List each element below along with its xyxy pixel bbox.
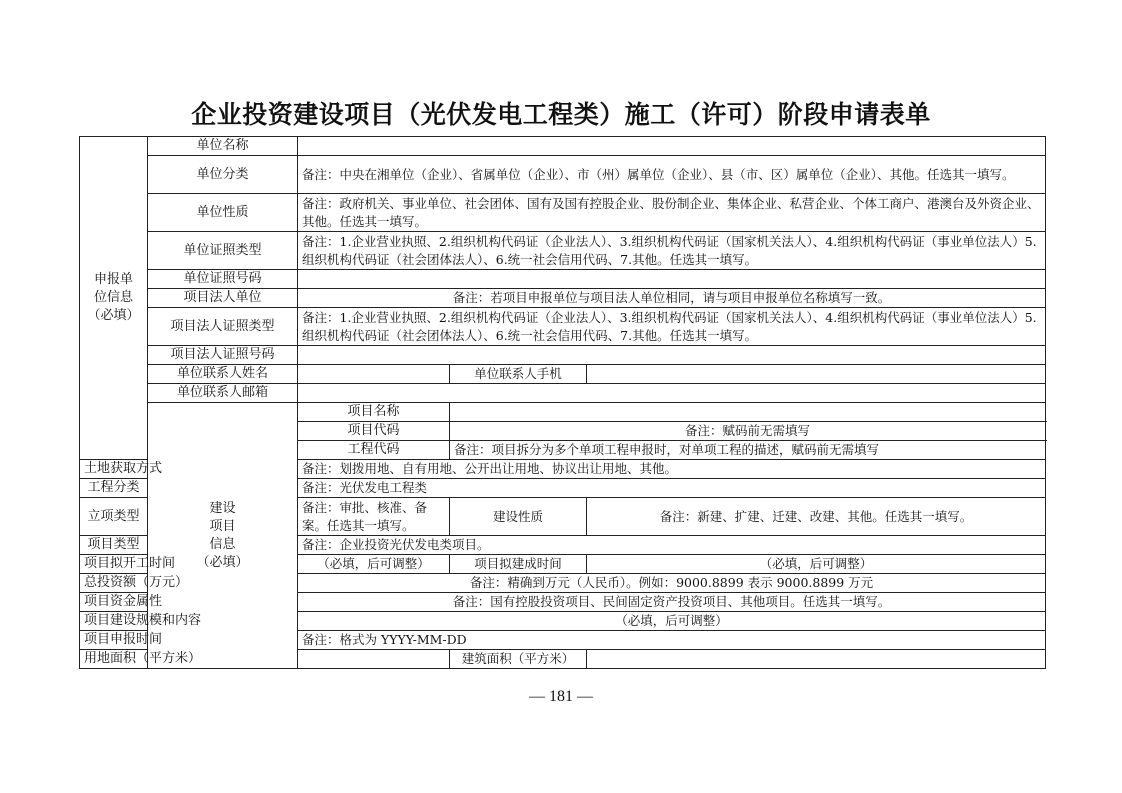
land-method-label: 土地获取方式	[80, 460, 148, 479]
start-time-input[interactable]: （必填，后可调整）	[298, 555, 450, 574]
eng-category-label: 工程分类	[80, 479, 148, 498]
contact-phone-input[interactable]	[587, 365, 1046, 384]
legal-cert-no-input[interactable]	[298, 346, 1046, 365]
table-row	[80, 403, 1046, 422]
scale-input[interactable]: （必填，后可调整）	[298, 612, 1046, 631]
contact-name-input[interactable]	[298, 365, 450, 384]
table-row	[80, 289, 1046, 308]
project-code-label: 项目代码	[298, 422, 450, 441]
total-invest-input[interactable]: 备注：精确到万元（人民币）。例如：9000.8899 表示 9000.8899 万元	[298, 574, 1046, 593]
section-applicant-label	[80, 137, 148, 460]
cert-no-label: 单位证照号码	[148, 270, 298, 289]
table-row	[80, 137, 1046, 156]
table-row	[80, 365, 1046, 384]
table-row	[80, 232, 1046, 270]
page-number: — 181 —	[529, 688, 593, 705]
build-nature-label: 建设性质	[450, 498, 587, 536]
cert-type-label: 单位证照类型	[148, 232, 298, 270]
unit-nature-input[interactable]: 备注：政府机关、事业单位、社会团体、国有及国有控股企业、股份制企业、集体企业、私营企业、个体工商户、港澳台及外资企业、其他。任选其一填写。	[298, 194, 1046, 232]
unit-name-input[interactable]	[298, 137, 1046, 156]
contact-name-label: 单位联系人姓名	[148, 365, 298, 384]
start-time-label: 项目拟开工时间	[80, 555, 148, 574]
unit-category-label: 单位分类	[148, 156, 298, 194]
legal-cert-no-label: 项目法人证照号码	[148, 346, 298, 365]
project-type-input[interactable]: 备注：企业投资光伏发电类项目。	[298, 536, 1046, 555]
section-label-text: 建设 项目 信息 （必填）	[196, 500, 249, 570]
approval-type-input[interactable]: 备注：审批、核准、备案。任选其一填写。	[298, 498, 450, 536]
fund-attr-label: 项目资金属性	[80, 593, 148, 612]
approval-type-label: 立项类型	[80, 498, 148, 536]
section-label-text: 申报单 位信息 （必填）	[87, 272, 140, 323]
table-row	[80, 346, 1046, 365]
land-method-input[interactable]: 备注：划拨用地、自有用地、公开出让用地、协议出让用地、其他。	[298, 460, 1046, 479]
contact-email-input[interactable]	[298, 384, 1046, 403]
build-area-label: 建筑面积（平方米）	[450, 650, 587, 669]
table-row	[80, 308, 1046, 346]
legal-cert-type-label: 项目法人证照类型	[148, 308, 298, 346]
fund-attr-input[interactable]: 备注：国有控股投资项目、民间固定资产投资项目、其他项目。任选其一填写。	[298, 593, 1046, 612]
cert-no-input[interactable]	[298, 270, 1046, 289]
table-row	[80, 384, 1046, 403]
eng-code-label: 工程代码	[298, 441, 450, 460]
table-row	[80, 156, 1046, 194]
table-row	[80, 270, 1046, 289]
land-area-label: 用地面积（平方米）	[80, 650, 148, 669]
unit-name-label: 单位名称	[148, 137, 298, 156]
apply-time-label: 项目申报时间	[80, 631, 148, 650]
form-title: 企业投资建设项目（光伏发电工程类）施工（许可）阶段申请表单	[191, 100, 931, 129]
project-name-label: 项目名称	[298, 403, 450, 422]
project-code-input[interactable]: 备注：赋码前无需填写	[450, 422, 1046, 441]
eng-category-input[interactable]: 备注：光伏发电工程类	[298, 479, 1046, 498]
legal-cert-type-input[interactable]: 备注：1.企业营业执照、2.组织机构代码证（企业法人）、3.组织机构代码证（国家机关法人）、4.组织机构代码证（事业单位法人）5.组织机构代码证（社会团体法人）、6.统一社会信用代码、7.其他。任选其一填写。	[298, 308, 1046, 346]
legal-unit-input[interactable]: 备注：若项目申报单位与项目法人单位相同，请与项目申报单位名称填写一致。	[298, 289, 1046, 308]
legal-unit-label: 项目法人单位	[148, 289, 298, 308]
contact-email-label: 单位联系人邮箱	[148, 384, 298, 403]
finish-time-input[interactable]: （必填，后可调整）	[587, 555, 1046, 574]
apply-time-input[interactable]: 备注：格式为 YYYY-MM-DD	[298, 631, 1046, 650]
unit-category-input[interactable]: 备注：中央在湘单位（企业）、省属单位（企业）、市（州）属单位（企业）、县（市、区）属单位（企业）、其他。任选其一填写。	[298, 156, 1046, 194]
table-row	[80, 194, 1046, 232]
application-form-table	[79, 136, 1046, 669]
cert-type-input[interactable]: 备注：1.企业营业执照、2.组织机构代码证（企业法人）、3.组织机构代码证（国家机关法人）、4.组织机构代码证（事业单位法人）5.组织机构代码证（社会团体法人）、6.统一社会信用代码、7.其他。任选其一填写。	[298, 232, 1046, 270]
contact-phone-label: 单位联系人手机	[450, 365, 587, 384]
build-nature-input[interactable]: 备注：新建、扩建、迁建、改建、其他。任选其一填写。	[587, 498, 1046, 536]
section-project-label	[148, 403, 298, 669]
total-invest-label: 总投资额（万元）	[80, 574, 148, 593]
scale-label: 项目建设规模和内容	[80, 612, 148, 631]
finish-time-label: 项目拟建成时间	[450, 555, 587, 574]
project-name-input[interactable]	[450, 403, 1046, 422]
eng-code-input[interactable]: 备注：项目拆分为多个单项工程申报时，对单项工程的描述，赋码前无需填写	[450, 441, 1046, 460]
build-area-input[interactable]	[587, 650, 1046, 669]
unit-nature-label: 单位性质	[148, 194, 298, 232]
land-area-input[interactable]	[298, 650, 450, 669]
project-type-label: 项目类型	[80, 536, 148, 555]
